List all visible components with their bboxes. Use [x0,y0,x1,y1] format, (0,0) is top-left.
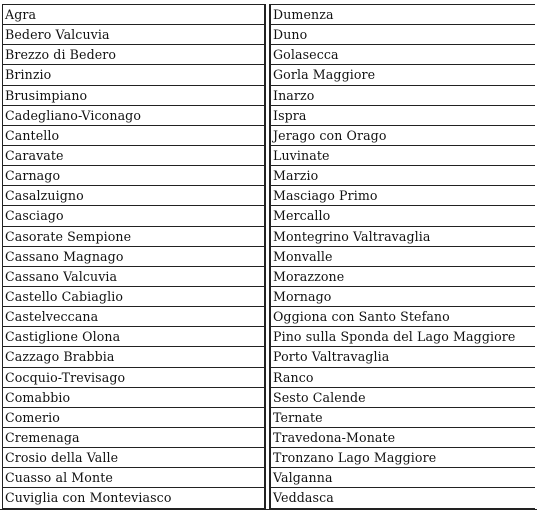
municipality-name: Monvalle [270,246,535,266]
table-row [3,166,266,186]
table-row [270,367,535,387]
table-row [270,65,535,85]
municipality-name: Masciago Primo [270,186,535,206]
municipality-name: Valganna [270,468,535,488]
municipality-name: Cuasso al Monte [3,468,266,488]
table-row [3,427,266,447]
municipality-name: Comerio [3,407,266,427]
municipality-name: Mercallo [270,206,535,226]
municipality-name: Carnago [3,166,266,186]
municipality-name: Cazzago Brabbia [3,347,266,367]
table-row [3,85,266,105]
table-row [270,468,535,488]
municipality-name: Dumenza [270,5,535,25]
municipality-name: Oggiona con Santo Stefano [270,307,535,327]
municipality-name: Bedero Valcuvia [3,25,266,45]
right-municipality-table [269,4,535,509]
municipality-name: Luvinate [270,145,535,165]
table-row [270,145,535,165]
left-column [2,4,266,509]
municipality-name: Brusimpiano [3,85,266,105]
table-row [270,125,535,145]
municipality-name: Jerago con Orago [270,125,535,145]
table-row [3,307,266,327]
left-municipality-table [2,4,266,509]
municipality-name: Cremenaga [3,427,266,447]
municipality-name: Porto Valtravaglia [270,347,535,367]
table-row [3,266,266,286]
municipality-name: Sesto Calende [270,387,535,407]
municipality-name: Casalzuigno [3,186,266,206]
table-row [270,266,535,286]
table-row [3,327,266,347]
municipality-name: Inarzo [270,85,535,105]
table-row [3,286,266,306]
table-row [3,407,266,427]
table-row [3,145,266,165]
right-column [269,4,535,509]
bottom-rule [0,509,537,510]
table-row [270,226,535,246]
municipality-name: Cadegliano-Viconago [3,105,266,125]
municipality-name: Pino sulla Sponda del Lago Maggiore [270,327,535,347]
municipality-name: Veddasca [270,488,535,508]
table-row [3,45,266,65]
table-row [270,85,535,105]
municipality-name: Tronzano Lago Maggiore [270,448,535,468]
table-row [270,286,535,306]
municipality-name: Cassano Magnago [3,246,266,266]
table-row [3,246,266,266]
municipality-name: Brinzio [3,65,266,85]
municipality-name: Marzio [270,166,535,186]
table-row [3,488,266,508]
table-row [3,186,266,206]
municipality-name: Cantello [3,125,266,145]
table-row [3,468,266,488]
municipality-name: Casciago [3,206,266,226]
table-row [3,65,266,85]
municipality-name: Cassano Valcuvia [3,266,266,286]
municipality-name: Morazzone [270,266,535,286]
table-row [270,5,535,25]
table-row [3,387,266,407]
table-row [3,367,266,387]
table-row [3,448,266,468]
table-row [270,448,535,468]
table-row [270,206,535,226]
table-row [270,166,535,186]
municipality-name: Ranco [270,367,535,387]
municipality-name: Travedona-Monate [270,427,535,447]
table-row [3,347,266,367]
municipality-name: Montegrino Valtravaglia [270,226,535,246]
municipality-name: Comabbio [3,387,266,407]
municipality-name: Agra [3,5,266,25]
municipality-name: Ispra [270,105,535,125]
municipality-name: Castello Cabiaglio [3,286,266,306]
table-row [270,246,535,266]
municipality-name: Ternate [270,407,535,427]
table-row [270,488,535,508]
municipality-name: Duno [270,25,535,45]
municipality-name: Gorla Maggiore [270,65,535,85]
table-row [270,25,535,45]
table-row [270,407,535,427]
municipality-name: Castelveccana [3,307,266,327]
municipality-name: Caravate [3,145,266,165]
table-row [3,125,266,145]
table-row [3,206,266,226]
municipality-name: Cuviglia con Monteviasco [3,488,266,508]
table-row [3,25,266,45]
municipality-name: Crosio della Valle [3,448,266,468]
municipality-name: Brezzo di Bedero [3,45,266,65]
table-row [270,327,535,347]
municipality-name: Castiglione Olona [3,327,266,347]
table-row [270,347,535,367]
municipality-name: Casorate Sempione [3,226,266,246]
table-row [270,387,535,407]
municipality-name: Mornago [270,286,535,306]
table-row [3,5,266,25]
table-row [3,105,266,125]
table-row [270,307,535,327]
table-row [270,45,535,65]
municipality-name: Cocquio-Trevisago [3,367,266,387]
municipality-name: Golasecca [270,45,535,65]
table-row [270,186,535,206]
table-row [270,105,535,125]
table-row [270,427,535,447]
table-row [3,226,266,246]
